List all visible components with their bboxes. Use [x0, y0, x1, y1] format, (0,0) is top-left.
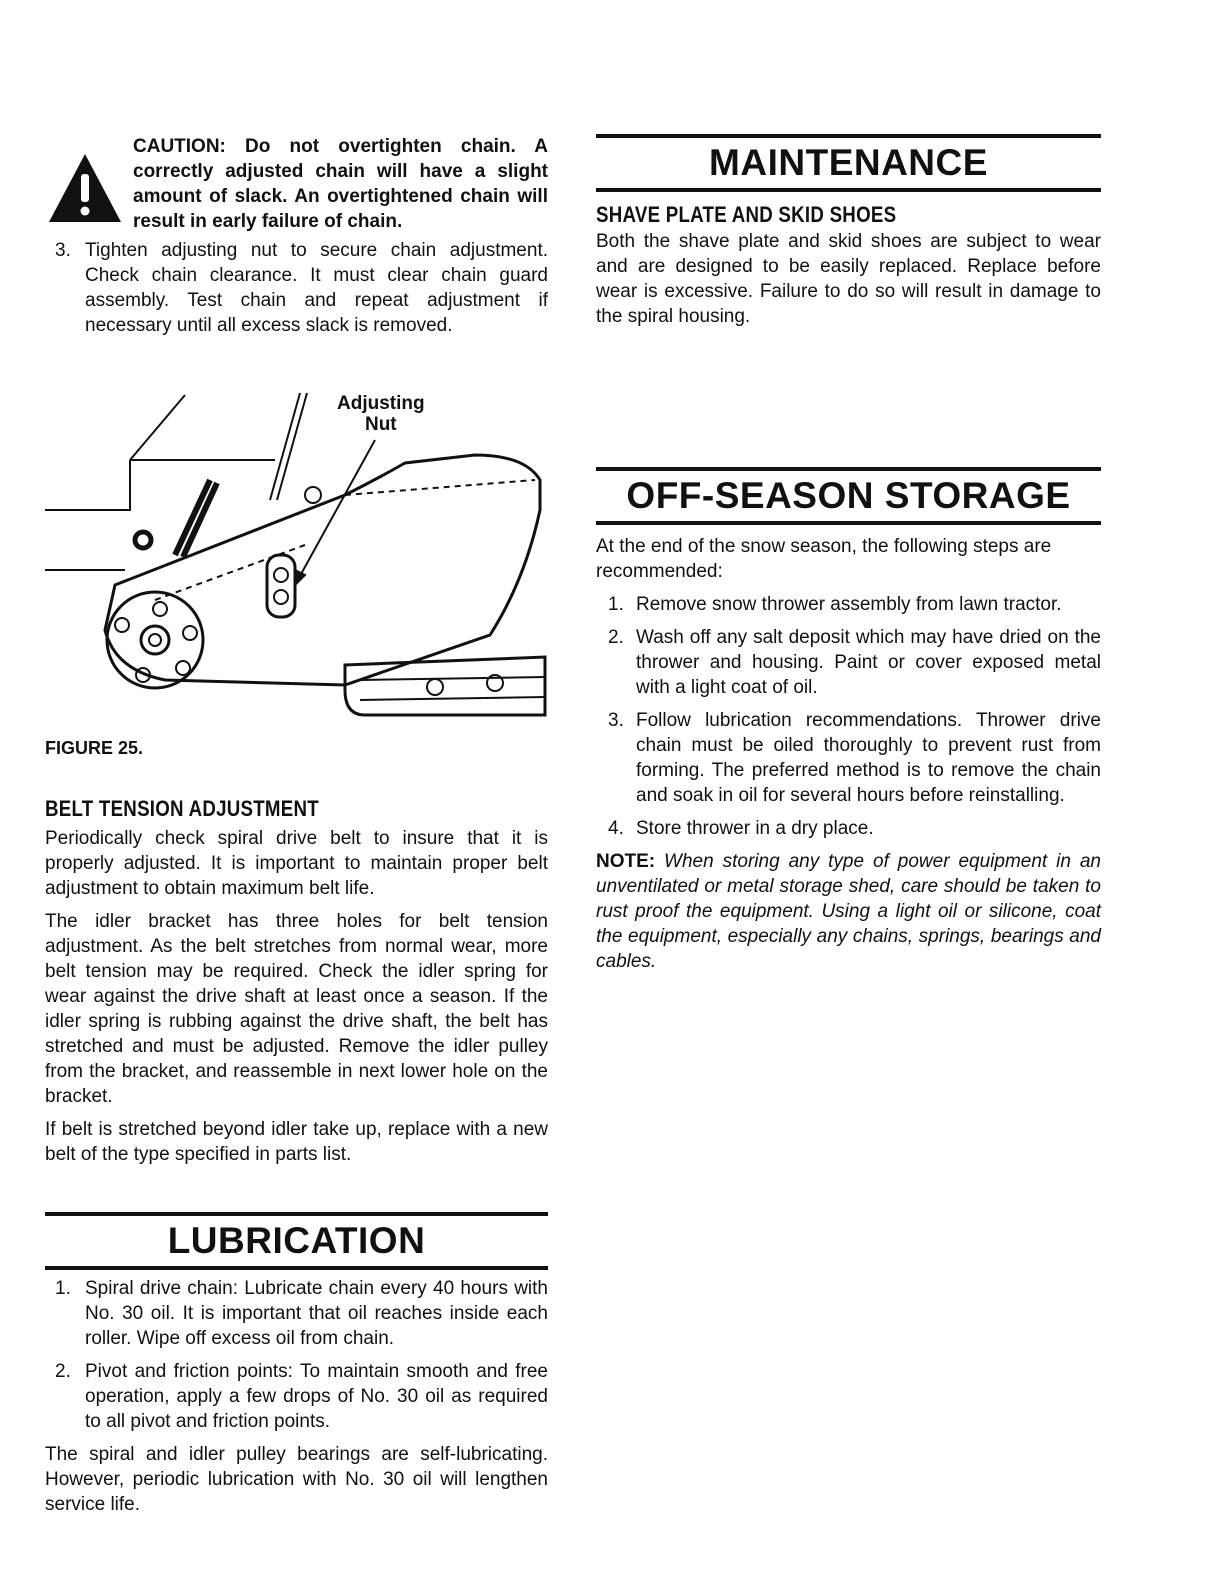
- list-item: 1. Remove snow thrower assembly from lawn tractor.: [608, 594, 1062, 615]
- maintenance-heading: MAINTENANCE: [596, 134, 1101, 192]
- lubrication-body: [45, 1276, 548, 1517]
- paragraph: The idler bracket has three holes for belt tension adjustment. As the belt stretches from normal wear, more belt tension may be required. Check the idler spring for wear against the drive shaft at least once a season. If the idler spring is rubbing against the drive shaft, the belt has stretched and must be adjusted. Remove the idler pulley from the bracket, and reassemble in next lower hole on the bracket.: [45, 911, 548, 1107]
- paragraph: At the end of the snow season, the following steps are recommended:: [596, 536, 1052, 582]
- list-item: 2. Pivot and friction points: To maintain smooth and free operation, apply a few drops of No. 30 oil as required to all pivot and friction points.: [55, 1361, 548, 1432]
- paragraph: If belt is stretched beyond idler take up, replace with a new belt of the type specified in parts list.: [45, 1119, 548, 1165]
- storage-heading: OFF-SEASON STORAGE: [596, 467, 1101, 525]
- storage-list: [596, 592, 1101, 841]
- belt-tension-body: [45, 826, 548, 1167]
- list-item: 3. Tighten adjusting nut to secure chain adjustment. Check chain clearance. It must clear chain guard assembly. Test chain and repeat adjustment if necessary until all excess slack is removed.: [55, 240, 548, 336]
- list-item: 1. Spiral drive chain: Lubricate chain every 40 hours with No. 30 oil. It is important that oil reaches inside each roller. Wipe off excess oil from chain.: [55, 1278, 548, 1349]
- warning-icon: [45, 146, 125, 226]
- storage-note: NOTE: When storing any type of power equipment in an unventilated or metal storage shed, care should be taken to rust proof the equipment. Using a light oil or silicone, coat the equipment, especially any chains, springs, bearings and cables.: [596, 851, 1101, 972]
- figure-label: FIGURE 25.: [45, 738, 144, 758]
- chain-step-list: [45, 238, 548, 338]
- paragraph: The spiral and idler pulley bearings are self-lubricating. However, periodic lubrication with No. 30 oil will lengthen service life.: [45, 1444, 548, 1515]
- paragraph: Both the shave plate and skid shoes are subject to wear and are designed to be easily replaced. Replace before wear is excessive. Failure to do so will result in damage to the spiral housing.: [596, 231, 1101, 327]
- paragraph: Periodically check spiral drive belt to insure that it is properly adjusted. It is important to maintain proper belt adjustment to obtain maximum belt life.: [45, 828, 548, 899]
- caution-text: CAUTION: Do not overtighten chain. A correctly adjusted chain will have a slight amount of slack. An overtightened chain will result in early failure of chain.: [133, 136, 548, 232]
- list-item: 3. Follow lubrication recommendations. Thrower drive chain must be oiled thoroughly to prevent rust from forming. The preferred method is to remove the chain and soak in oil for several hours before reinstalling.: [608, 710, 1101, 806]
- belt-tension-heading: BELT TENSION ADJUSTMENT: [45, 796, 319, 821]
- callout-label: Adjusting Nut: [337, 393, 425, 435]
- list-item: 2. Wash off any salt deposit which may have dried on the thrower and housing. Paint or cover exposed metal with a light coat of oil.: [608, 627, 1101, 698]
- storage-body: [596, 534, 1101, 974]
- lubrication-list: [45, 1276, 548, 1434]
- lubrication-heading: LUBRICATION: [45, 1212, 548, 1270]
- chain-adjustment-figure: [45, 385, 548, 725]
- list-item: 4. Store thrower in a dry place.: [608, 818, 874, 839]
- shave-plate-heading: SHAVE PLATE AND SKID SHOES: [596, 202, 897, 227]
